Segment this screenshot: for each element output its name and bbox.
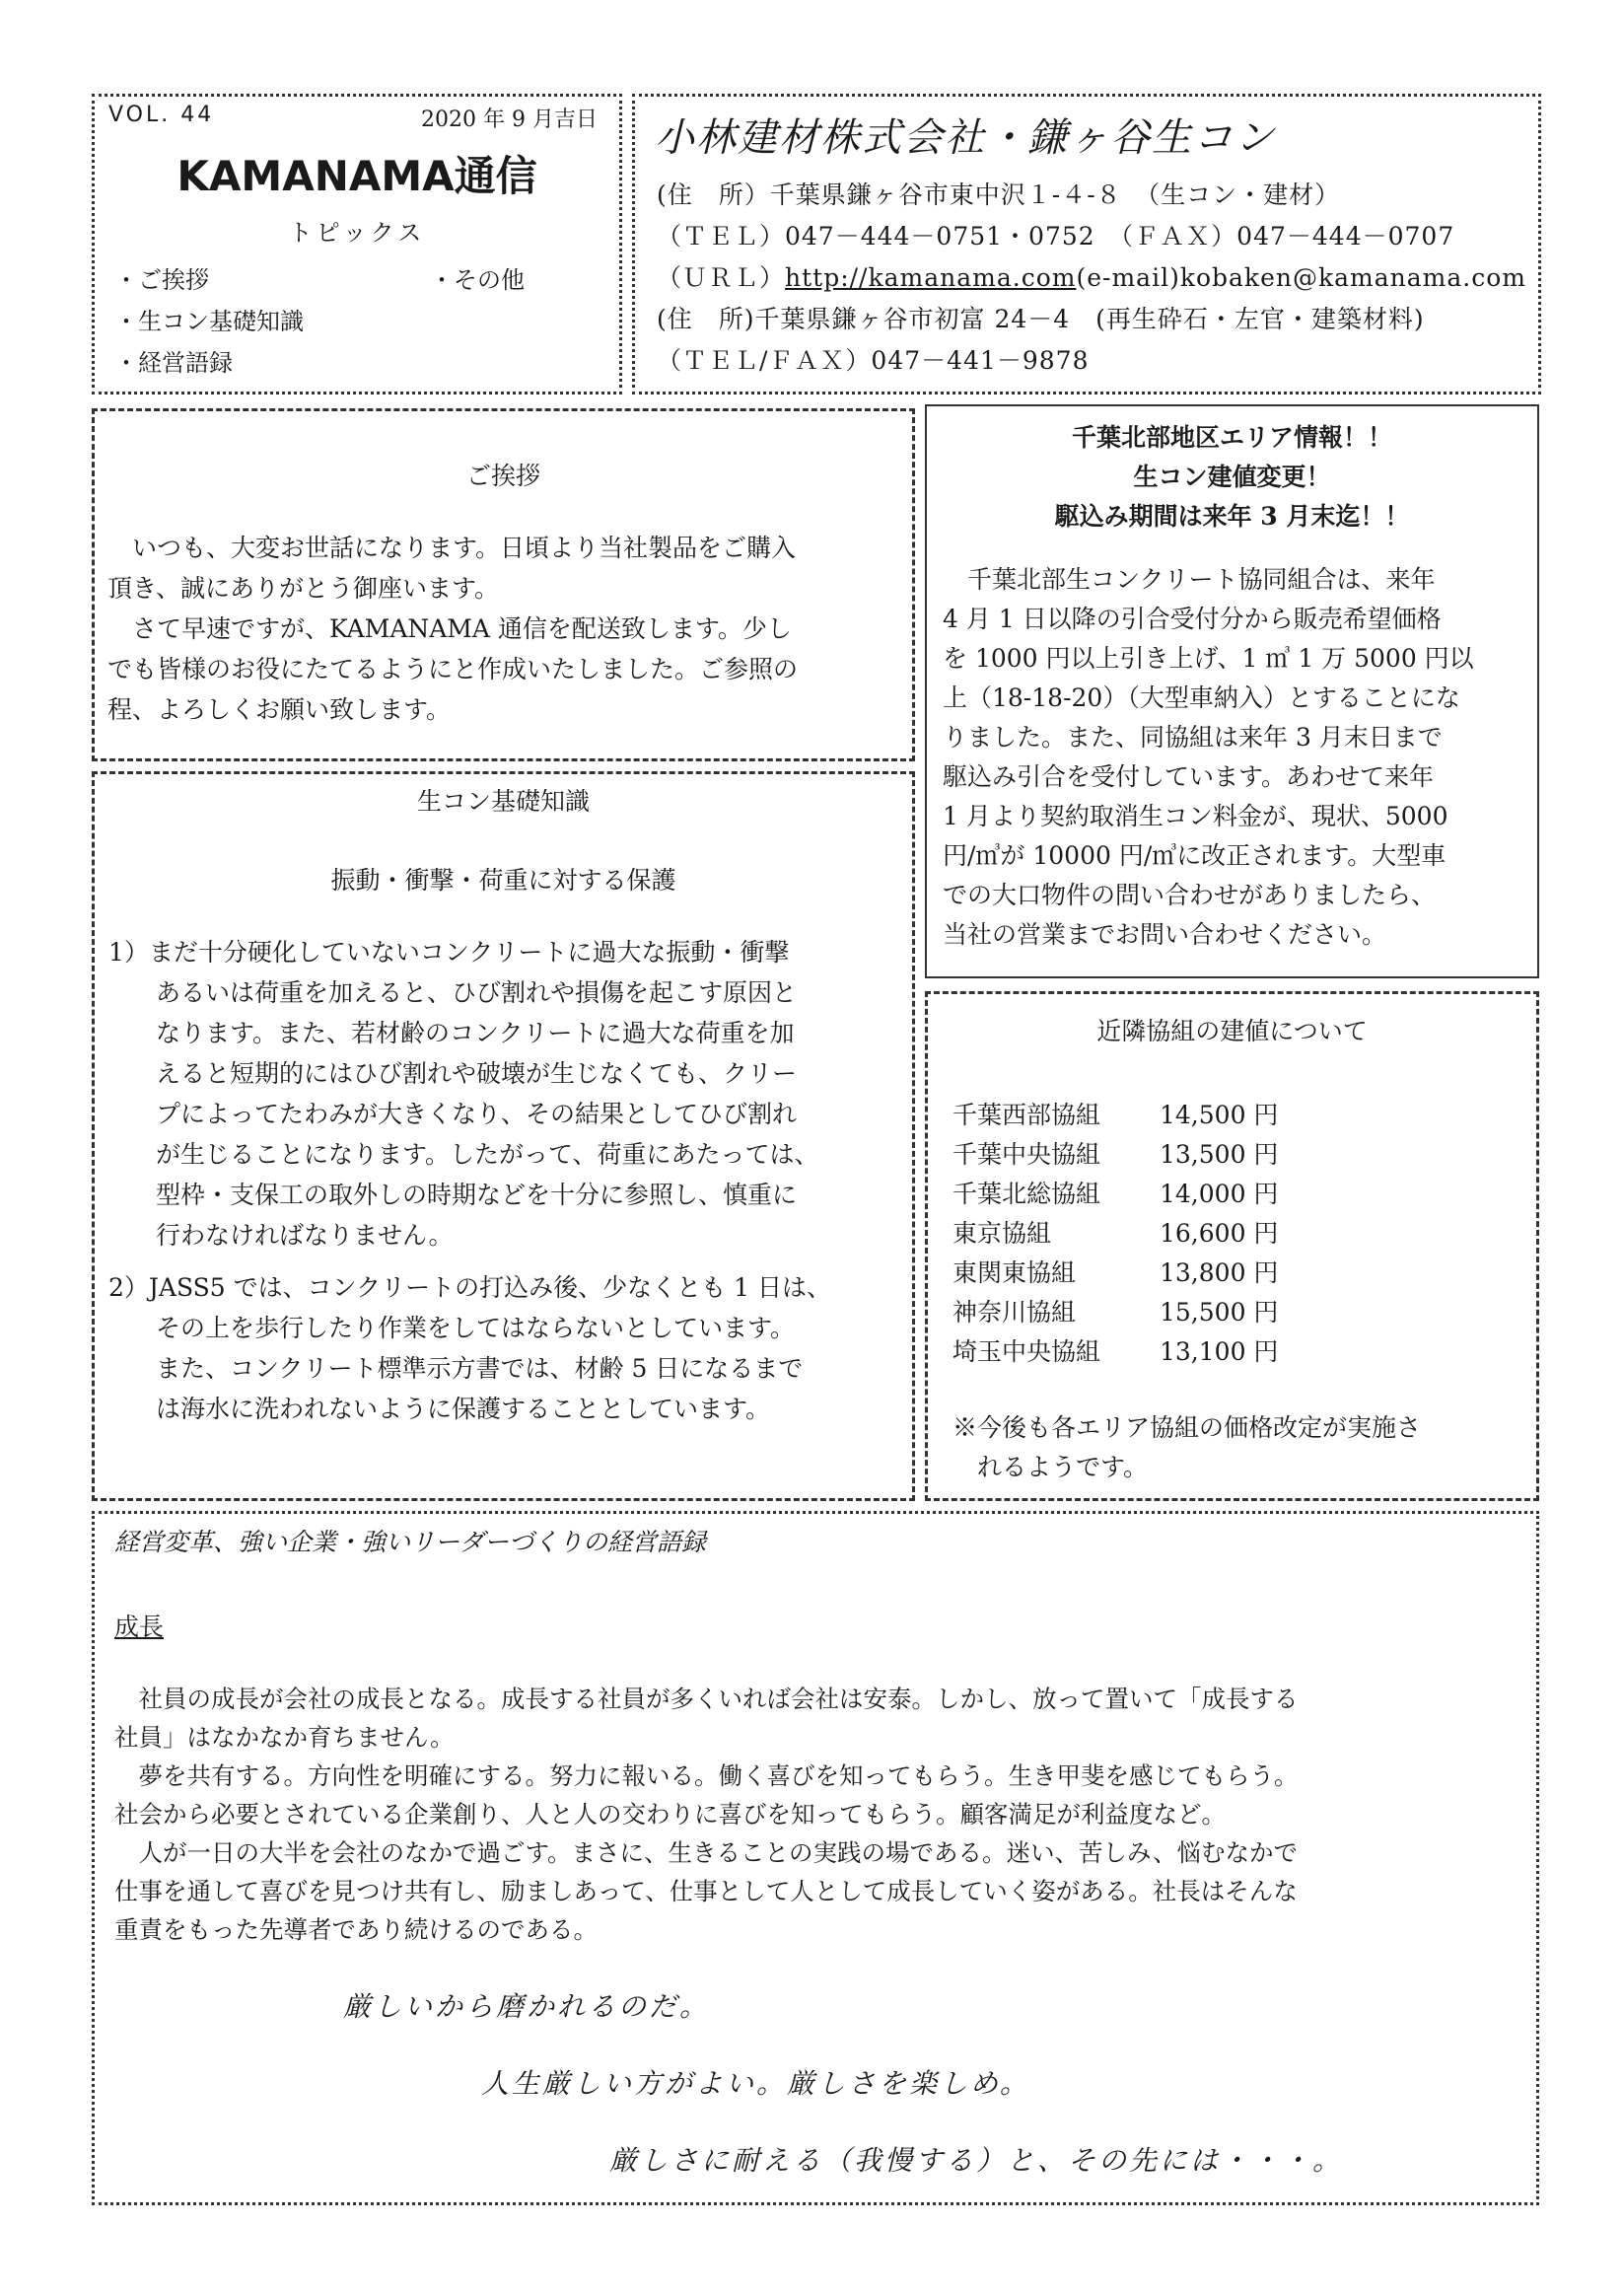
company-address-2: (住 所)千葉県鎌ヶ谷市初富 24－4 (再生砕石・左官・建築材料) [657,305,1425,333]
association-name: 東関東協組 [953,1258,1077,1287]
management-title: 経営変革、強い企業・強いリーダーづくりの経営語録 [114,1528,707,1556]
topic-item: ・経営語録 [114,349,233,377]
area-info-section [925,404,1539,978]
greeting-line: でも皆様のお役にたてるようにと作成いたしました。ご参照の [107,655,799,683]
area-info-line: を 1000 円以上引き上げ、1 ㎥ 1 万 5000 円以 [943,644,1474,673]
area-info-line: りました。また、同協組は来年 3 月末日まで [943,723,1443,752]
knowledge-line: が生じることになります。したがって、荷重にあたっては、 [156,1140,819,1169]
company-email: (e-mail)kobaken@kamanama.com [1076,263,1526,292]
knowledge-line: えると短期的にはひび割れや破壊が生じなくても、クリー [156,1059,798,1088]
area-info-line: 駆込み引合を受付しています。あわせて来年 [943,762,1435,791]
price-note [953,1408,1534,1487]
management-quotes-section [92,1511,1539,2205]
association-name: 埼玉中央協組 [953,1337,1101,1366]
company-name: 小林建材株式会社・鎌ヶ谷生コン [655,115,1276,161]
greeting-body [107,528,906,730]
area-info-headline: 生コン建値変更！ [1133,463,1331,491]
association-price: 13,100 円 [1160,1337,1279,1366]
area-info-line: 上（18-18-20）（大型車納入）とすることにな [943,683,1460,712]
company-address: (住 所）千葉県鎌ヶ谷市東中沢１-４-８ （生コン・建材） [657,180,1341,209]
management-heading: 成長 [114,1613,165,1641]
knowledge-subtitle: 振動・衝撃・荷重に対する保護 [330,866,676,895]
price-row [953,1096,1278,1131]
concrete-knowledge-section [92,771,915,1501]
management-line: 社員」はなかなか育ちません。 [114,1723,455,1752]
management-body [114,1680,1524,1949]
quote-line: 人生厳しい方がよい。厳しさを楽しめ。 [481,2067,1030,2100]
association-price: 14,500 円 [1160,1101,1279,1129]
price-row [953,1293,1278,1328]
area-info-line: 千葉北部生コンクリート協同組合は、来年 [967,565,1436,594]
management-line: 仕事を通して喜びを見つけ共有し、励ましあって、仕事として人として成長していく姿がある。社長はそんな [114,1877,1298,1905]
management-line: 社会から必要とされている企業創り、人と人の交わりに喜びを知ってもらう。顧客満足が利益度など。 [114,1800,1226,1829]
area-info-line: 4 月 1 日以降の引合受付分から販売希望価格 [943,605,1442,633]
association-name: 千葉中央協組 [953,1140,1101,1169]
knowledge-line: 2）JASS5 では、コンクリートの打込み後、少なくとも 1 日は、 [108,1273,831,1302]
quote-line: 厳しさに耐える（我慢する）と、その先には・・・。 [609,2144,1344,2177]
newsletter-masthead [92,94,622,395]
knowledge-line: 型枠・支保工の取外しの時期などを十分に参照し、慎重に [156,1181,798,1209]
area-info-headline: 千葉北部地区エリア情報！！ [1071,423,1392,452]
association-name: 神奈川協組 [953,1298,1077,1327]
price-note-line: れるようです。 [977,1453,1149,1481]
newsletter-title: KAMANAMA通信 [176,152,537,200]
association-name: 東京協組 [953,1219,1052,1248]
area-info-line: 当社の営業までお問い合わせください。 [943,920,1387,949]
area-info-headline: 駆込み期間は来年 3 月末迄！！ [1054,502,1410,531]
knowledge-item-1 [108,932,905,1256]
area-info-line: での大口物件の問い合わせがありましたら、 [943,881,1437,909]
greeting-section [92,408,915,761]
price-row [953,1214,1278,1250]
price-row [953,1135,1278,1171]
area-info-line: 円/㎥が 10000 円/㎥に改正されます。大型車 [943,841,1447,870]
quote-line: 厳しいから磨かれるのだ。 [343,1990,711,2023]
greeting-line: さて早速ですが、KAMANAMA 通信を配送致します。少し [132,614,792,643]
company-tel-fax: （ＴＥＬ）047－444－0751・0752 （ＦＡＸ）047－444－0707 [657,222,1455,251]
topic-item: ・その他 [430,266,525,294]
knowledge-line: 1）まだ十分硬化していないコンクリートに過大な振動・衝撃 [108,938,790,967]
price-note-line: ※今後も各エリア協組の価格改定が実施さ [953,1413,1422,1442]
association-price: 15,500 円 [1160,1298,1279,1327]
association-name: 千葉西部協組 [953,1101,1101,1129]
knowledge-line: は海水に洗われないように保護することとしています。 [156,1395,771,1423]
topics-label: トピックス [288,219,426,247]
topic-item: ・生コン基礎知識 [114,308,304,335]
company-telfax-2: （ＴＥＬ/ＦＡＸ）047－441－9878 [657,346,1090,375]
price-row [953,1254,1278,1289]
issue-date: 2020 年 9 月吉日 [421,108,598,132]
company-info [632,94,1541,395]
knowledge-line: 行わなければなりません。 [156,1221,454,1250]
greeting-line: 程、よろしくお願い致します。 [107,695,452,724]
volume-number: VOL. 44 [108,103,215,127]
knowledge-item-2 [108,1267,905,1429]
management-line: 人が一日の大半を会社のなかで過ごす。まさに、生きることの実践の場である。迷い、苦しみ、悩むなかで [138,1838,1299,1867]
association-price: 13,500 円 [1160,1140,1279,1169]
price-row [953,1175,1278,1210]
management-line: 夢を共有する。方向性を明確にする。努力に報いる。働く喜びを知ってもらう。生き甲斐を感じてもらう。 [138,1761,1299,1790]
knowledge-line: また、コンクリート標準示方書では、材齢 5 日になるまで [156,1354,804,1383]
url-label: （ＵＲＬ） [657,263,786,292]
management-line: 重責をもった先導者であり続けるのである。 [114,1915,598,1944]
greeting-line: 頂き、誠にありがとう御座います。 [107,574,500,603]
greeting-title: ご挨拶 [465,462,540,490]
management-line: 社員の成長が会社の成長となる。成長する社員が多くいれば会社は安泰。しかし、放って置いて「成長する [138,1685,1299,1713]
knowledge-line: プによってたわみが大きくなり、その結果としてひび割れ [156,1100,798,1128]
knowledge-line: その上を歩行したり作業をしてはならないとしています。 [156,1314,796,1342]
area-info-body [943,560,1534,955]
price-row [953,1332,1278,1368]
association-price: 16,600 円 [1160,1219,1279,1248]
association-price: 13,800 円 [1160,1258,1279,1287]
knowledge-line: なります。また、若材齢のコンクリートに過大な荷重を加 [156,1019,795,1047]
greeting-line: いつも、大変お世話になります。日頃より当社製品をご購入 [132,534,797,562]
neighbor-prices-title: 近隣協組の建値について [1096,1017,1368,1045]
area-info-line: 1 月より契約取消生コン料金が、現状、5000 [943,802,1448,830]
topic-item: ・ご挨拶 [114,266,209,294]
company-url-line [657,258,1526,294]
knowledge-title: 生コン基礎知識 [416,787,590,816]
neighbor-prices-section [925,991,1539,1501]
association-name: 千葉北総協組 [953,1180,1101,1208]
association-price: 14,000 円 [1160,1180,1279,1208]
website-link[interactable]: http://kamanama.com [785,263,1077,292]
knowledge-line: あるいは荷重を加えると、ひび割れや損傷を起こす原因と [156,978,798,1007]
